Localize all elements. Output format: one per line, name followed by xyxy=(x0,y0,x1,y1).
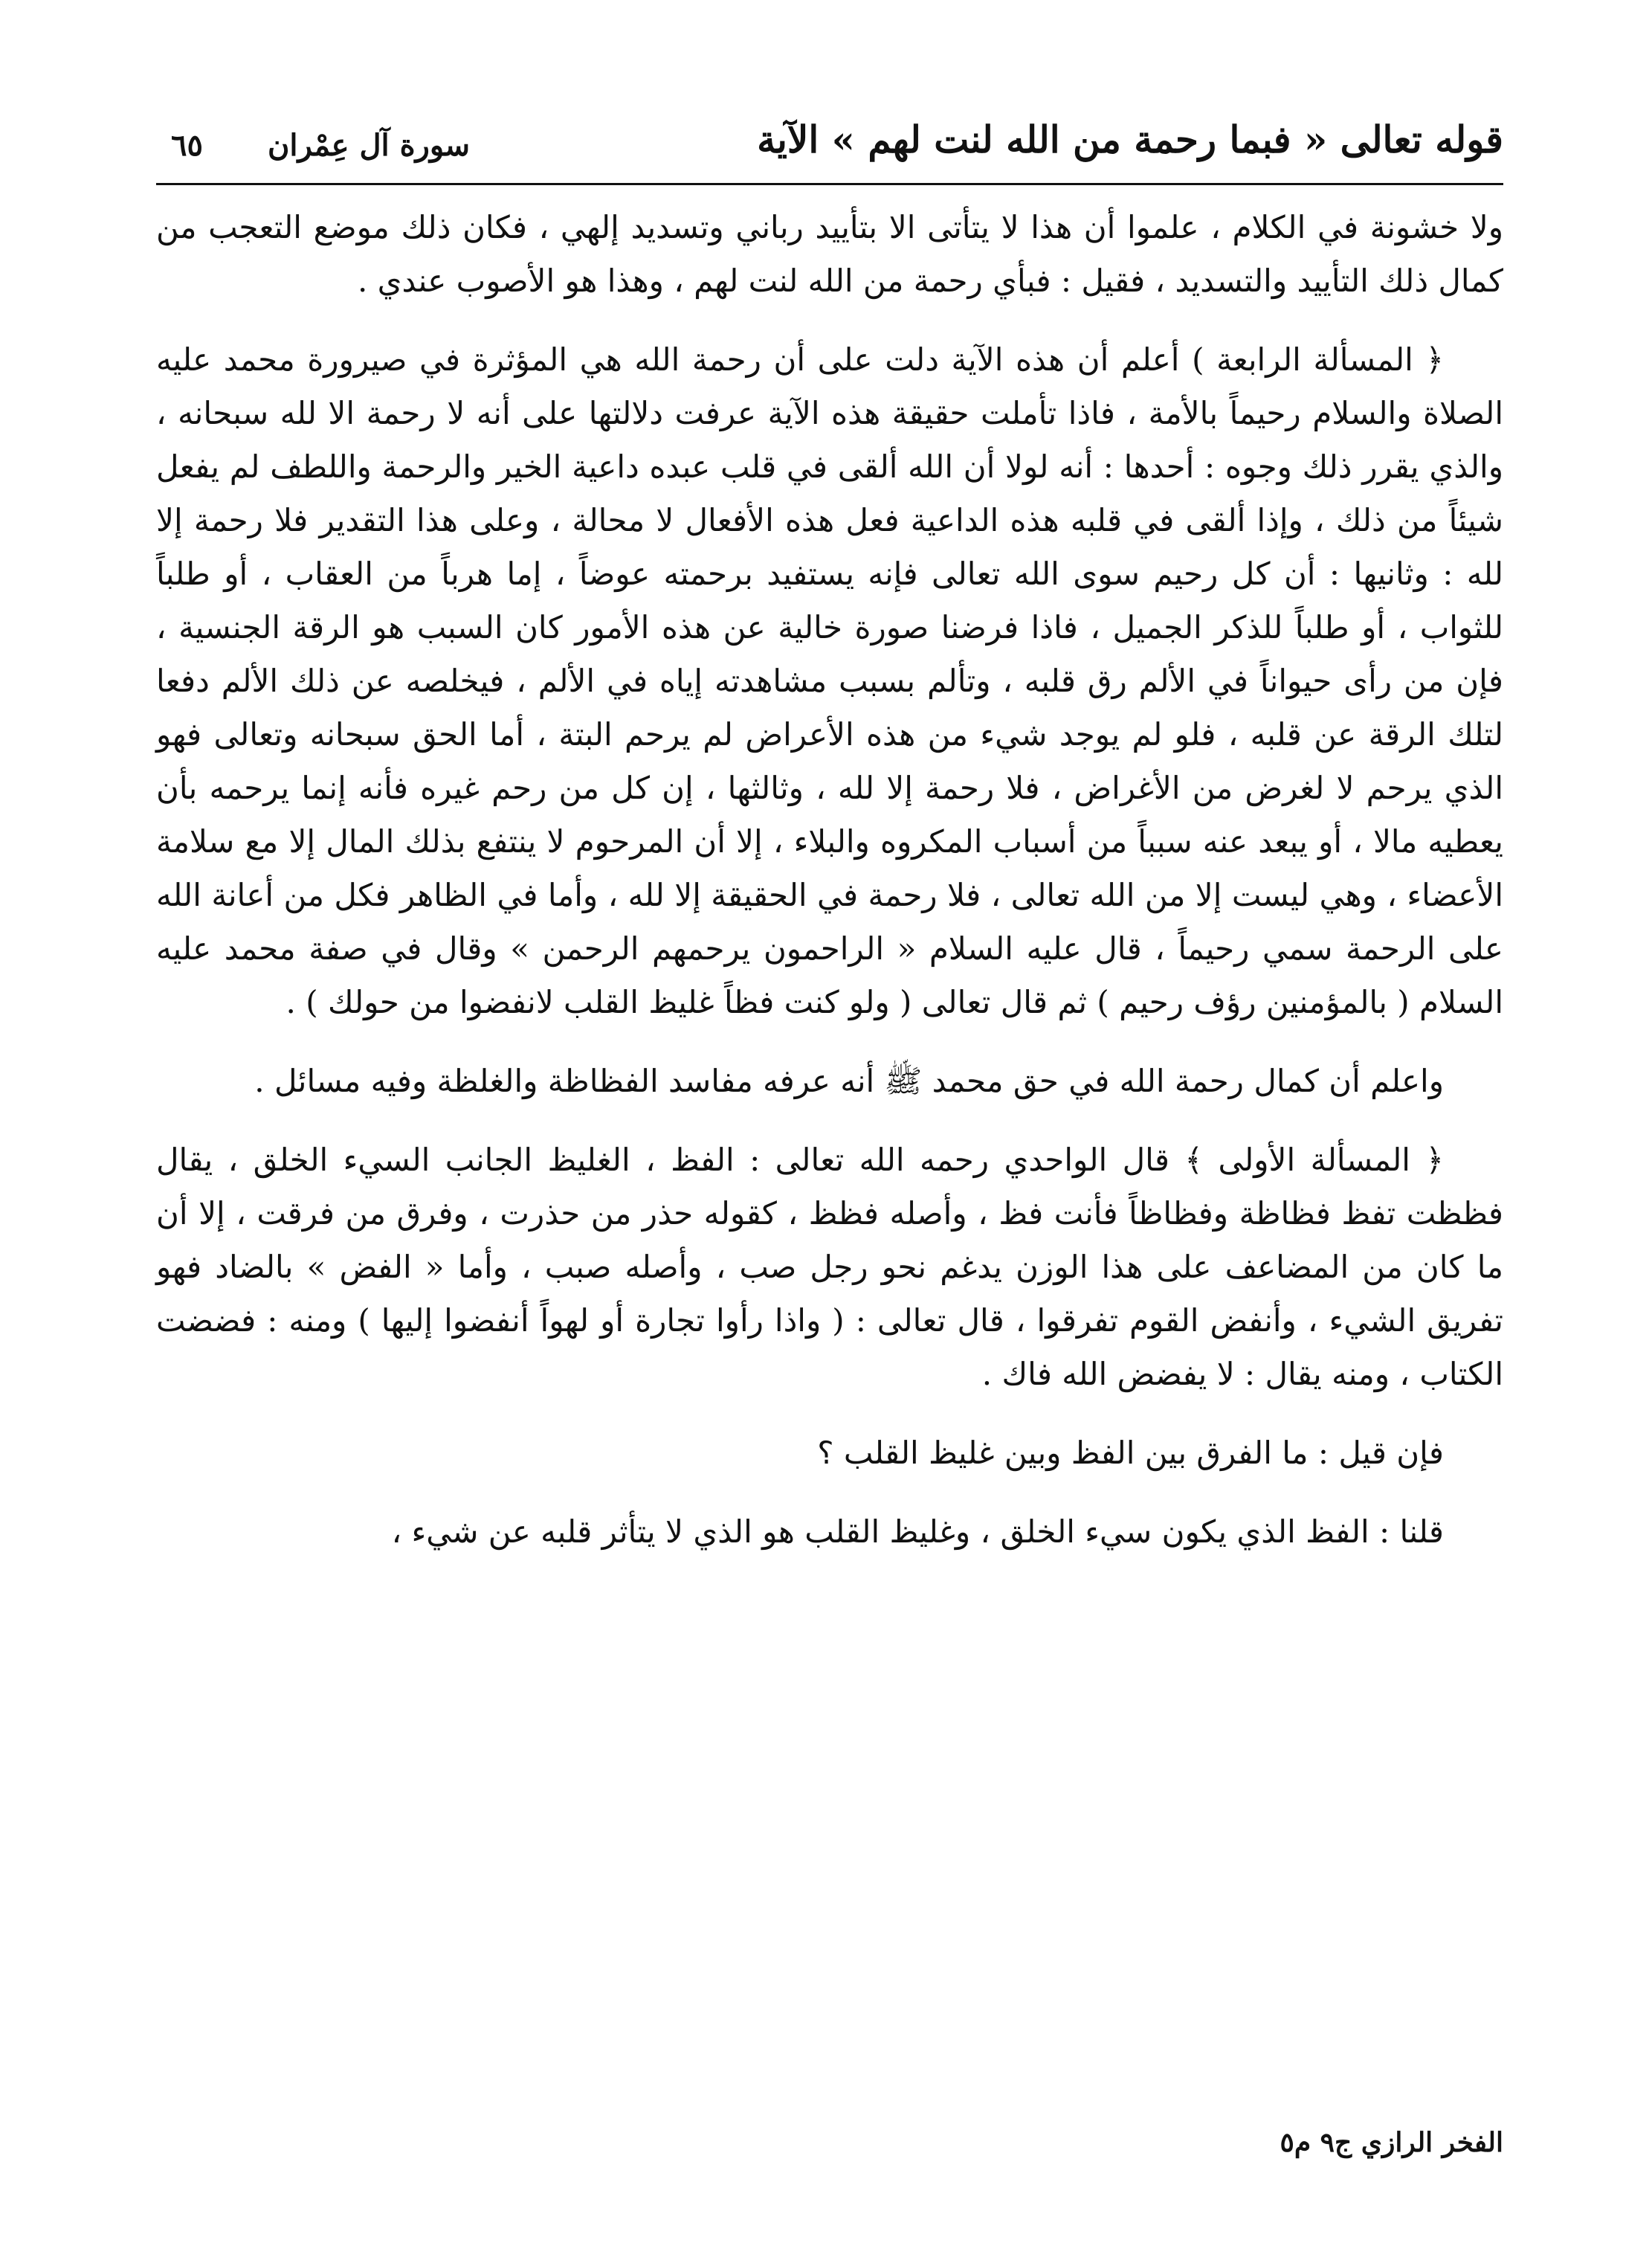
paragraph-question: فإن قيل : ما الفرق بين الفظ وبين غليظ القلب ؟ xyxy=(817,1435,1444,1471)
page-footer-signature: الفخر الرازي ج٩ م٥ xyxy=(1280,2127,1503,2158)
paragraph-continuation: ولا خشونة في الكلام ، علموا أن هذا لا يتأتى الا بتأييد رباني وتسديد إلهي ، فكان ذلك موضع التعجب من كمال ذلك التأييد والتسديد ، فقيل : فبأي رحمة من الله لنت لهم ، وهذا هو الأصوب عندي . xyxy=(156,209,1503,299)
page-number: ٦٥ xyxy=(171,128,203,163)
header-rule xyxy=(156,183,1503,185)
page-body xyxy=(156,201,1503,1584)
paragraph-answer: قلنا : الفظ الذي يكون سيء الخلق ، وغليظ القلب هو الذي لا يتأثر قلبه عن شيء ، xyxy=(391,1513,1444,1550)
paragraph-first-issue: ﴿ المسألة الأولى ﴾ قال الواحدي رحمه الله تعالى : الفظ ، الغليظ الجانب السيء الخلق ، يقال فظظت تفظ فظاظة وفظاظاً فأنت فظ ، وأصله فظظ ، كقوله حذر من حذرت ، وفرق من فرقت ، إلا أن ما كان من المضاعف على هذا الوزن يدغم نحو رجل صب ، وأصله صبب ، وأما « الفض » بالضاد فهو تفريق الشيء ، وأنفض القوم تفرقوا ، قال تعالى : ( واذا رأوا تجارة أو لهواً أنفضوا إليها ) ومنه : فضضت الكتاب ، ومنه يقال : لا يفضض الله فاك . xyxy=(156,1142,1503,1392)
paragraph-fourth-issue: ﴿ المسألة الرابعة ) أعلم أن هذه الآية دلت على أن رحمة الله هي المؤثرة في صيرورة محمد عليه الصلاة والسلام رحيماً بالأمة ، فاذا تأملت حقيقة هذه الآية عرفت دلالتها على أنه لا رحمة الا لله سبحانه ، والذي يقرر ذلك وجوه : أحدها : أنه لولا أن الله ألقى في قلب عبده داعية الخير والرحمة واللطف لم يفعل شيئاً من ذلك ، وإذا ألقى في قلبه هذه الداعية فعل هذه الأفعال لا محالة ، وعلى هذا التقدير فلا رحمة إلا لله : وثانيها : أن كل رحيم سوى الله تعالى فإنه يستفيد برحمته عوضاً ، إما هرباً من العقاب ، أو طلباً للثواب ، أو طلباً للذكر الجميل ، فاذا فرضنا صورة خالية عن هذه الأمور كان السبب هو الرقة الجنسية ، فإن من رأى حيواناً في الألم رق قلبه ، وتألم بسبب مشاهدته إياه في الألم ، فيخلصه عن ذلك الألم دفعا لتلك الرقة عن قلبه ، فلو لم يوجد شيء من هذه الأعراض لم يرحم البتة ، أما الحق سبحانه وتعالى فهو الذي يرحم لا لغرض من الأغراض ، فلا رحمة إلا لله ، وثالثها ، إن كل من رحم غيره فأنه إنما يرحمه بأن يعطيه مالا ، أو يبعد عنه سبباً من أسباب المكروه والبلاء ، إلا أن المرحوم لا ينتفع بذلك المال إلا مع سلامة الأعضاء ، وهي ليست إلا من الله تعالى ، فلا رحمة في الحقيقة إلا لله ، وأما في الظاهر فكل من أعانة الله على الرحمة سمي رحيماً ، قال عليه السلام « الراحمون يرحمهم الرحمن » وقال في صفة محمد عليه السلام ( بالمؤمنين رؤف رحيم ) ثم قال تعالى ( ولو كنت فظاً غليظ القلب لانفضوا من حولك ) . xyxy=(156,341,1503,1020)
paragraph-perfection-of-mercy: واعلم أن كمال رحمة الله في حق محمد ﷺ أنه عرفه مفاسد الفظاظة والغلظة وفيه مسائل . xyxy=(254,1063,1444,1099)
surah-name: سورة آل عِمْران xyxy=(268,128,471,163)
page-header xyxy=(156,112,1503,178)
running-title: قوله تعالى « فبما رحمة من الله لنت لهم » الآية xyxy=(757,118,1503,161)
